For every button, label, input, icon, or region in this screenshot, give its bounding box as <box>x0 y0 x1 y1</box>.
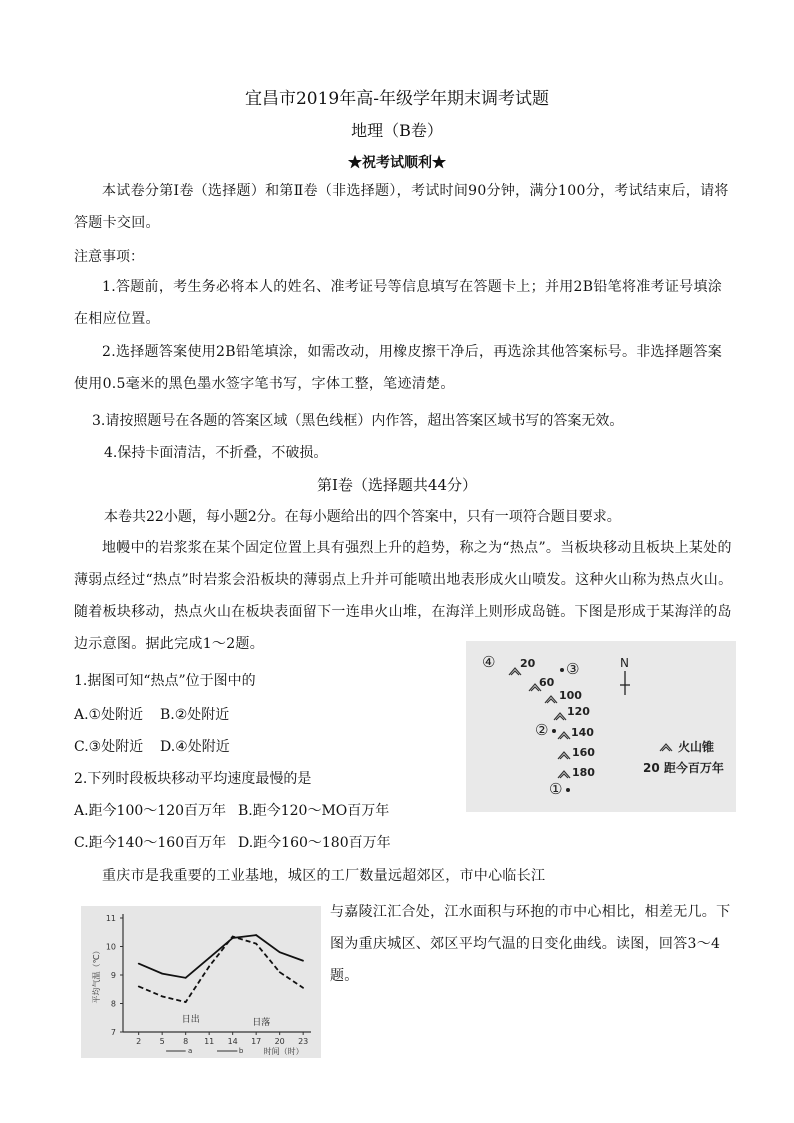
section-title: 第Ⅰ卷（选择题共44分） <box>316 476 477 494</box>
series-line-solid <box>139 935 304 978</box>
data-point <box>185 1001 187 1003</box>
x-tick-label: 23 <box>298 1037 309 1046</box>
x-tick-label: 11 <box>204 1037 215 1046</box>
question-1-option-c[interactable]: C.③处附近 <box>74 739 144 755</box>
note-item-1: 1.答题前，考生务必将本人的姓名、准考证号等信息填写在答题卡上；并用2B铅笔将准考证号填涂在相应位置。 <box>74 279 723 327</box>
wish-line: ★祝考试顺利★ <box>348 155 446 171</box>
y-tick-label: 7 <box>110 1028 116 1037</box>
data-point <box>161 996 163 998</box>
point-1-label: ① <box>549 780 563 798</box>
x-axis-label: 时间（时） <box>263 1047 304 1056</box>
subject-title: 地理（B卷） <box>351 121 443 140</box>
intro-paragraph: 本试卷分第Ⅰ卷（选择题）和第Ⅱ卷（非选择题），考试时间90分钟，满分100分，考试结束后，请将答题卡交回。 <box>74 183 729 231</box>
data-point <box>302 987 304 989</box>
age-label: 120 <box>567 705 590 718</box>
exam-title: 宜昌市2019年高-年级学年期末调考试题 <box>244 89 549 109</box>
data-point <box>161 973 163 975</box>
age-label: 60 <box>539 676 555 689</box>
x-tick-label: 5 <box>159 1037 165 1046</box>
x-tick-label: 14 <box>227 1037 238 1046</box>
series-line-dashed <box>139 937 304 1003</box>
note-item-2: 2.选择题答案使用2B铅笔填涂，如需改动，用橡皮擦干净后，再选涂其他答案标号。非选择题答案使用0.5毫米的黑色墨水签字笔书写，字体工整，笔迹清楚。 <box>74 344 723 392</box>
data-point <box>255 943 257 945</box>
legend-volcano-text: 火山锥 <box>678 740 715 754</box>
age-label: 100 <box>559 689 582 702</box>
age-label: 160 <box>572 746 595 759</box>
arrow-b-label: b <box>238 1047 244 1055</box>
island-chain-map <box>466 641 736 812</box>
y-tick-label: 8 <box>110 999 116 1009</box>
point-1-dot <box>566 788 570 792</box>
question-1-option-d[interactable]: D.④处附近 <box>160 739 230 755</box>
hotspot-island-chain-figure <box>466 641 736 812</box>
note-item-4: 4.保持卡面清洁，不折叠，不破损。 <box>104 445 328 461</box>
data-point <box>138 986 140 988</box>
question-2-option-a[interactable]: A.距今100～120百万年 <box>74 803 227 819</box>
north-label: N <box>620 656 629 670</box>
question-2-option-c[interactable]: C.距今140～160百万年 <box>74 835 227 851</box>
data-point <box>138 963 140 965</box>
data-point <box>208 966 210 968</box>
x-tick-label: 17 <box>251 1037 262 1046</box>
note-item-3: 3.请按照题号在各题的答案区域（黑色线框）内作答，超出答案区域书写的答案无效。 <box>92 413 624 429</box>
question-2-stem: 2.下列时段板块移动平均速度最慢的是 <box>74 771 312 787</box>
passage-hotspot: 地幔中的岩浆浆在某个固定位置上具有强烈上升的趋势，称之为“热点”。当板块移动且板块上某处的薄弱点经过“热点”时岩浆会沿板块的薄弱点上升并可能喷出地表形成火山喷发。这种火山称为热点火山。随着板块移动，热点火山在板块表面留下一连串火山堆，在海洋上则形成岛链。下图是形成于某海洋的岛边示意图。据此完成1～2题。 <box>74 540 733 652</box>
data-point <box>208 957 210 959</box>
arrow-a-label: a <box>188 1047 193 1055</box>
question-1-option-b[interactable]: B.②处附近 <box>160 707 230 723</box>
y-axis-label: 平均气温（℃） <box>92 946 101 1004</box>
data-point <box>279 971 281 973</box>
x-tick-label: 8 <box>183 1037 189 1046</box>
age-label: 20 <box>520 657 536 670</box>
x-tick-label: 20 <box>274 1037 285 1046</box>
data-point <box>302 960 304 962</box>
data-point <box>255 934 257 936</box>
temperature-line-chart <box>81 906 321 1058</box>
x-tick-label: 2 <box>136 1037 142 1046</box>
data-point <box>279 951 281 953</box>
question-1-stem: 1.据图可知“热点”位于图中的 <box>74 673 256 689</box>
legend-age-text: 20 距今百万年 <box>643 761 724 775</box>
section-instruction: 本卷共22小题，每小题2分。在每小题给出的四个答案中，只有一项符合题目要求。 <box>104 509 621 525</box>
passage-chongqing-line: 与嘉陵江汇合处，江水面积与环抱的市中心相比，相差无几。下图为重庆城区、郊区平均气温的日变化曲线。读图，回答3～4题。 <box>330 904 731 984</box>
question-1-option-a[interactable]: A.①处附近 <box>74 707 144 723</box>
passage-chongqing-line: 重庆市是我重要的工业基地，城区的工厂数量远超郊区，市中心临长江 <box>102 868 546 884</box>
annotation-sunset: 日落 <box>252 1017 271 1028</box>
question-2-option-b[interactable]: B.距今120～MO百万年 <box>238 803 390 819</box>
data-point <box>232 936 234 938</box>
age-label: 180 <box>572 766 595 779</box>
point-3-dot <box>560 668 564 672</box>
notes-heading: 注意事项： <box>74 249 144 265</box>
point-2-dot <box>552 729 556 733</box>
question-2-option-d[interactable]: D.距今160～180百万年 <box>238 835 391 851</box>
temperature-chart-figure <box>81 906 321 1058</box>
y-tick-label: 11 <box>105 914 116 923</box>
y-tick-label: 10 <box>105 942 116 952</box>
data-point <box>185 977 187 979</box>
point-4-label: ④ <box>482 653 496 671</box>
y-tick-label: 9 <box>110 971 116 980</box>
point-2-label: ② <box>535 721 549 739</box>
point-3-label: ③ <box>566 660 580 678</box>
annotation-sunrise: 日出 <box>181 1015 200 1026</box>
age-label: 140 <box>571 726 594 739</box>
